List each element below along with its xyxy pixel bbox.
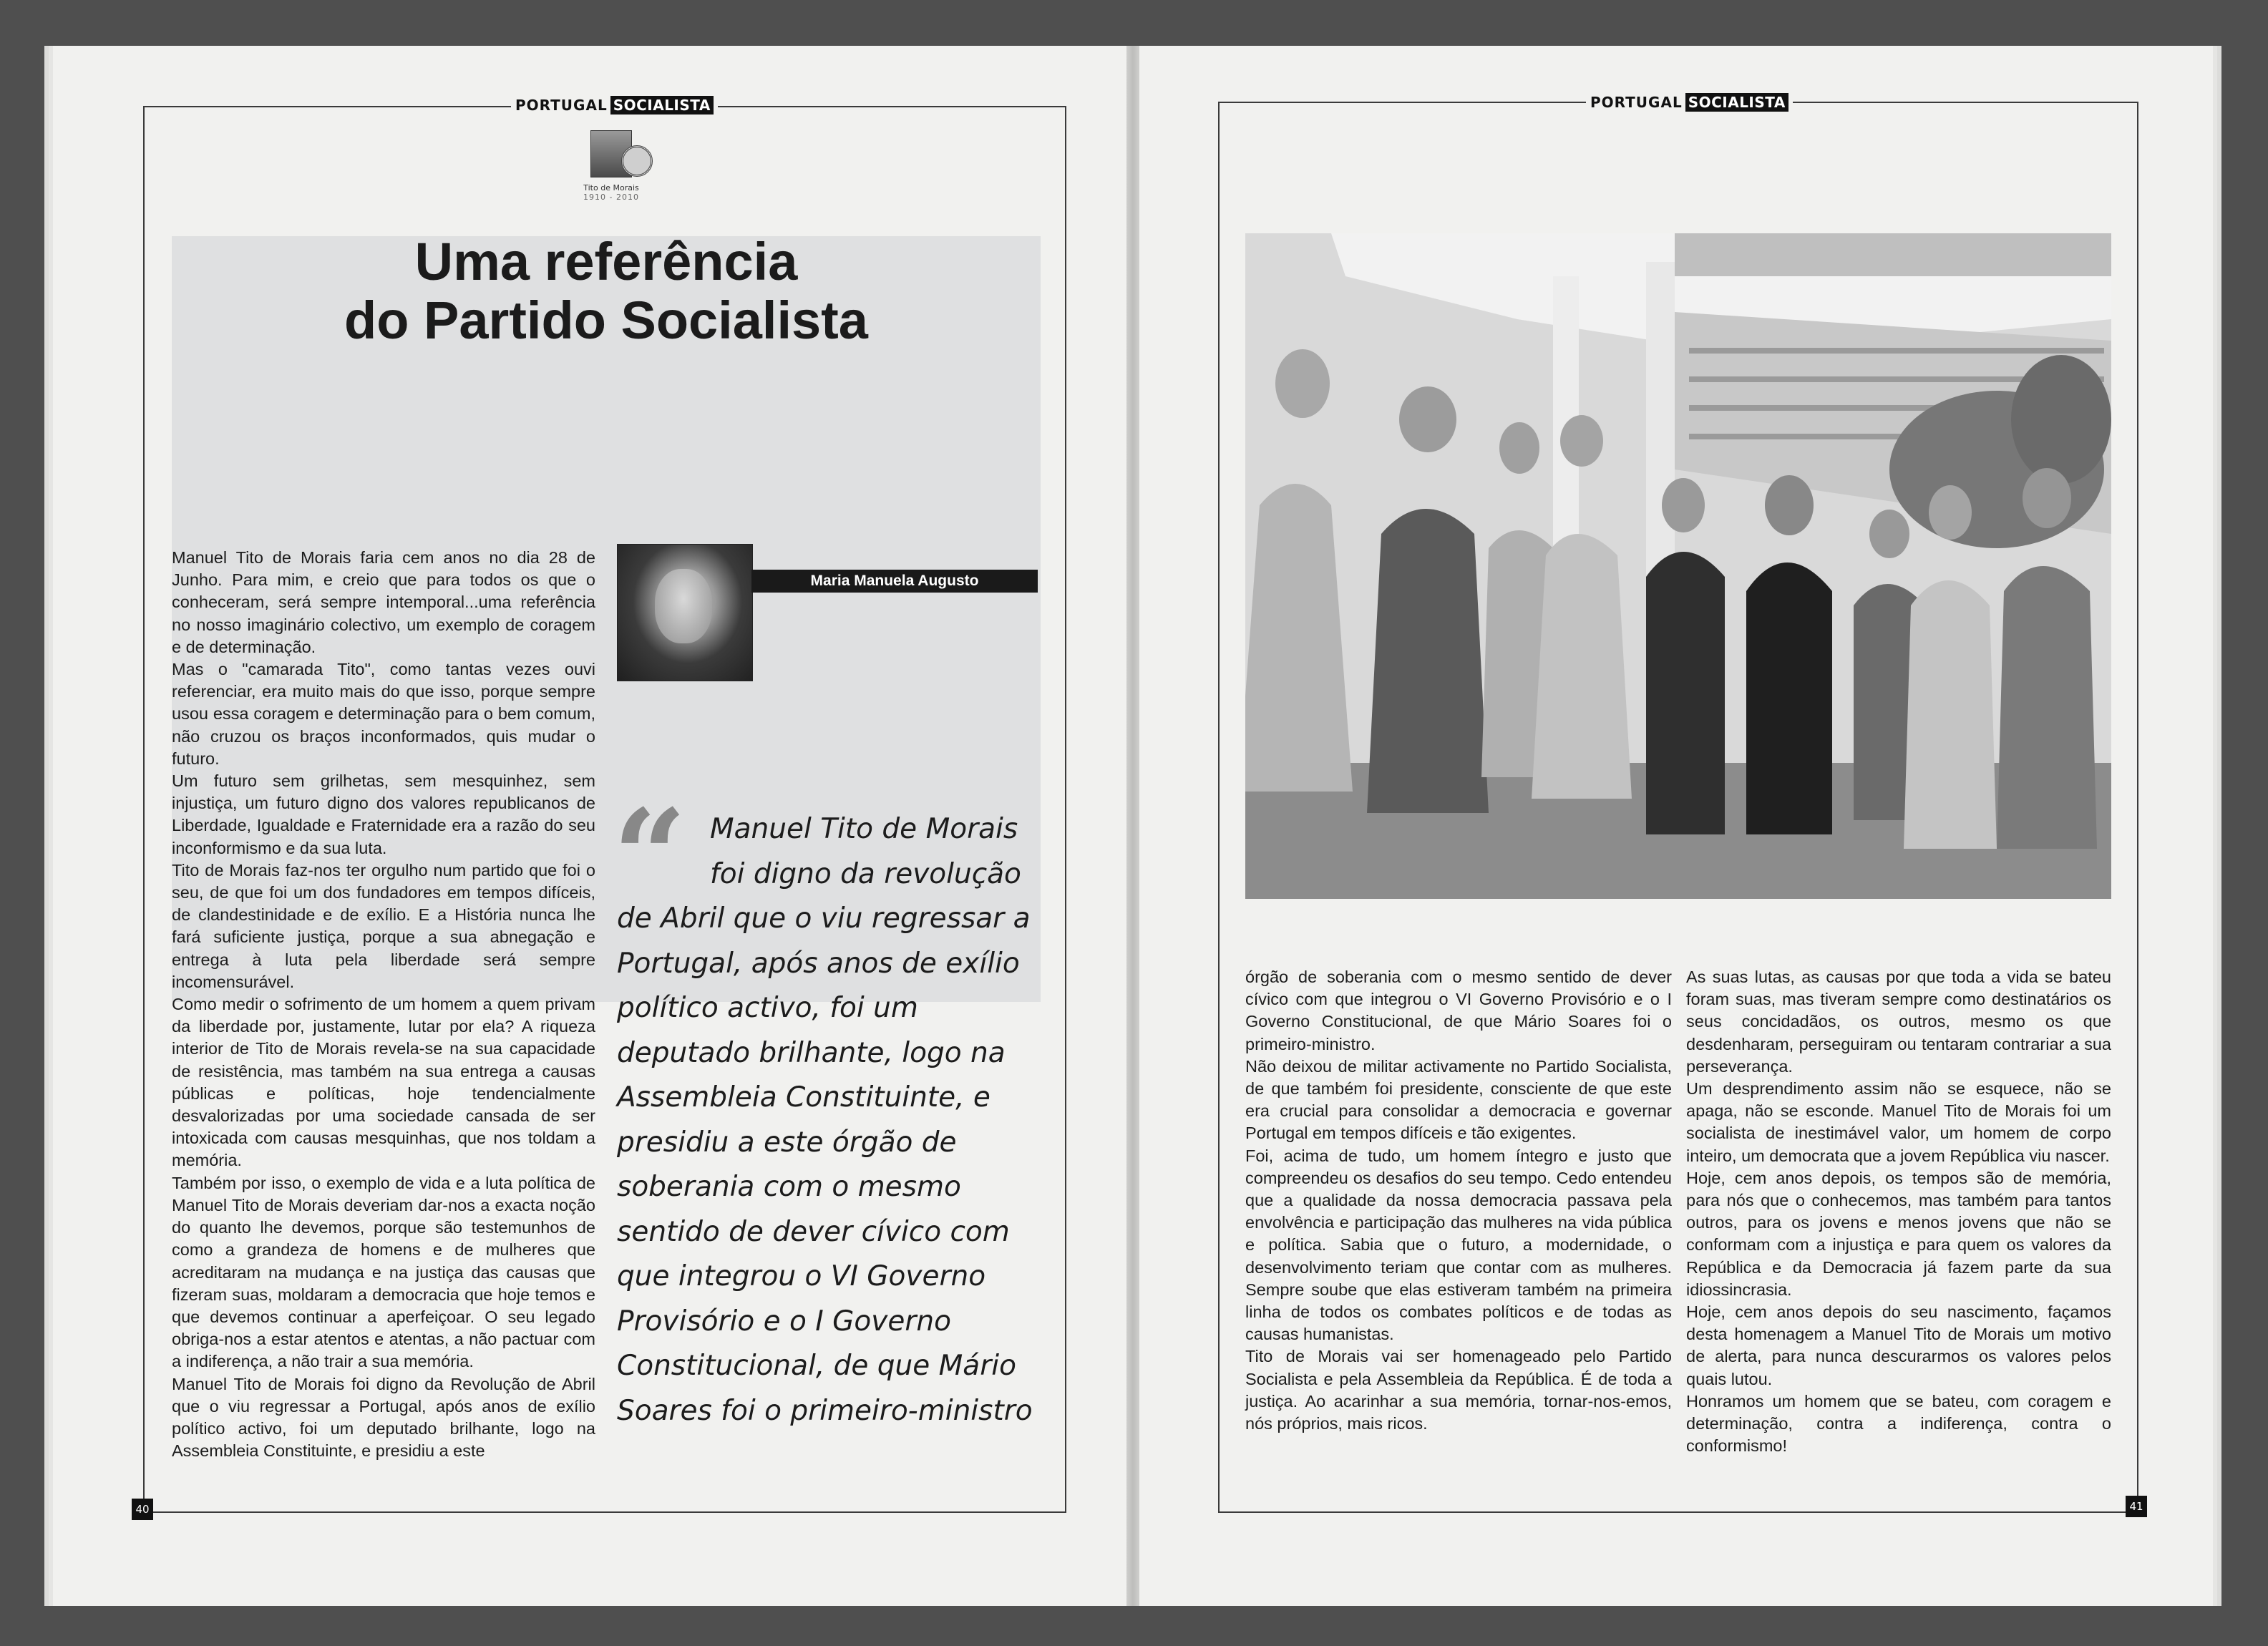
author-byline: Maria Manuela Augusto — [751, 570, 1038, 593]
body-paragraph: Mas o "camarada Tito", como tantas vezes ouvi referenciar, era muito mais do que isso, porque sempre usou essa coragem e determinação para o bem comum, não cruzou os braços inconformados, quis mudar o futuro. — [172, 660, 595, 768]
portrait-icon — [590, 130, 632, 177]
right-page — [1139, 46, 2213, 1606]
left-masthead — [511, 96, 718, 115]
right-body-column-2 — [1686, 966, 2111, 1457]
pull-quote-line-1: Manuel Tito de Morais — [710, 813, 1018, 845]
centenary-logo — [574, 130, 648, 202]
right-body-column-1 — [1245, 966, 1672, 1435]
left-page — [53, 46, 1126, 1606]
author-photo — [617, 544, 753, 681]
masthead-portugal: PORTUGAL — [515, 97, 608, 114]
body-paragraph: Tito de Morais vai ser homenageado pelo Partido Socialista e pela Assembleia da República. É de toda a justiça. Ao acarinhar a sua memória, tornar-nos-emos, nós próprios, mais ricos. — [1245, 1347, 1672, 1433]
body-paragraph: Foi, acima de tudo, um homem íntegro e justo que compreendeu os desafios do seu tempo. Cedo entendeu que a qualidade da nossa democracia passava pela envolvência e participação das mulheres na vida pública e política. Sabia que o futuro, a modernidade, o desenvolvimento teriam que contar com as mulheres. Sempre soube que elas estiveram também na primeira linha de todos os combates políticos e de todas as causas humanistas. — [1245, 1146, 1672, 1344]
group-photo-image — [1245, 233, 2111, 899]
right-masthead — [1586, 93, 1793, 112]
page-number: 40 — [132, 1499, 153, 1520]
left-body-column — [172, 547, 595, 1462]
title-line-2: do Partido Socialista — [344, 291, 868, 350]
body-paragraph: Não deixou de militar activamente no Partido Socialista, de que também foi presidente, consciente de que este era crucial para consolidar a democracia e governar Portugal em tempos difíceis e tão exigentes. — [1245, 1056, 1672, 1143]
masthead-socialista: SOCIALISTA — [1685, 93, 1788, 112]
page-number: 41 — [2126, 1496, 2147, 1517]
body-paragraph: Hoje, cem anos depois do seu nascimento, façamos desta homenagem a Manuel Tito de Morais um motivo de alerta, para nunca descurarmos os valores pelos quais lutou. — [1686, 1302, 2111, 1388]
body-paragraph: Como medir o sofrimento de um homem a quem privam da liberdade por, justamente, lutar por ela? A riqueza interior de Tito de Morais revela-se na sua capacidade de resistência, mas também na sua entrega a causas públicas e políticas, hoje tendencialmente desvalorizadas por uma sociedade cansada de ser intoxicada com causas mesquinhas, que nos toldam a memória. — [172, 995, 595, 1170]
body-paragraph: Um futuro sem grilhetas, sem mesquinhez, sem injustiça, um futuro digno dos valores republicanos de Liberdade, Igualdade e Fraternidade era a razão do seu inconformismo e da sua luta. — [172, 771, 595, 857]
masthead-socialista: SOCIALISTA — [610, 96, 714, 115]
page-title — [172, 233, 1041, 350]
body-paragraph: Honramos um homem que se bateu, com coragem e determinação, contra a indiferença, contra o conformismo! — [1686, 1391, 2111, 1456]
pull-quote — [617, 807, 1039, 1433]
body-paragraph: órgão de soberania com o mesmo sentido de dever cívico com que integrou o VI Governo Provisório e o I Governo Constitucional, de que Mário Soares foi o primeiro-ministro. — [1245, 968, 1672, 1053]
title-line-1: Uma referência — [414, 232, 798, 291]
quote-mark-icon: “ — [613, 781, 687, 932]
masthead-portugal: PORTUGAL — [1590, 94, 1683, 111]
pull-quote-line-2: foi digno da revolução — [710, 857, 1021, 890]
body-paragraph: Manuel Tito de Morais faria cem anos no dia 28 de Junho. Para mim, e creio que para todos os que o conheceram, será sempre intemporal...uma referência no nosso imaginário colectivo, um exemplo de coragem e de determinação. — [172, 548, 595, 656]
pull-quote-rest: de Abril que o viu regressar a Portugal, após anos de exílio político activo, foi um deputado brilhante, logo na Assembleia Constituinte, e presidiu a este órgão de soberania com o mesmo sentido de dever cívico com que integrou o VI Governo Provisório e o I Governo Constitucional, de que Mário Soares foi o primeiro-ministro — [617, 902, 1033, 1427]
body-paragraph: Também por isso, o exemplo de vida e a luta política de Manuel Tito de Morais deveriam dar-nos a exacta noção do quanto lhe devemos, porque são testemunhos de como a grandeza de homens e de mulheres que acreditaram na mudança e na justiça das causas que fizeram suas, moldaram a democracia que hoje temos e que devemos continuar a aperfeiçoar. O seu legado obriga-nos a estar atentos e atentas, a não pactuar com a indiferença, a não trair a sua memória. — [172, 1173, 595, 1371]
body-paragraph: Um desprendimento assim não se esquece, não se apaga, não se esconde. Manuel Tito de Morais foi um socialista de inestimável valor, um homem de corpo inteiro, um democrata que a jovem República viu nascer. — [1686, 1079, 2111, 1165]
body-paragraph: Hoje, cem anos depois, os tempos são de memória, para nós que o conhecemos, mas também para tantos outros, para os jovens e menos jovens que não se conformam com a injustiça e para quem os valores da República e da Democracia já fazem parte da sua idiossincrasia. — [1686, 1168, 2111, 1299]
seal-icon — [621, 145, 653, 177]
body-paragraph: As suas lutas, as causas por que toda a vida se bateu foram suas, mas tiveram sempre como destinatários os seus concidadãos, os outros, mesmo os que desdenharam, perseguiram ou tentaram contrariar a sua perseverança. — [1686, 968, 2111, 1076]
logo-years: 1910 - 2010 — [583, 193, 639, 202]
body-paragraph: Tito de Morais faz-nos ter orgulho num partido que foi o seu, de que foi um dos fundadores em tempos difíceis, de clandestinidade e de exílio. E a História nunca lhe fará suficiente justiça, porque a sua abnegação e entrega à luta pela liberdade será sempre incomensurável. — [172, 860, 595, 991]
body-paragraph: Manuel Tito de Morais foi digno da Revolução de Abril que o viu regressar a Portugal, após anos de exílio político activo, foi um deputado brilhante, logo na Assembleia Constituinte, e presidiu a este — [172, 1374, 595, 1461]
logo-name: Tito de Morais — [583, 183, 639, 193]
